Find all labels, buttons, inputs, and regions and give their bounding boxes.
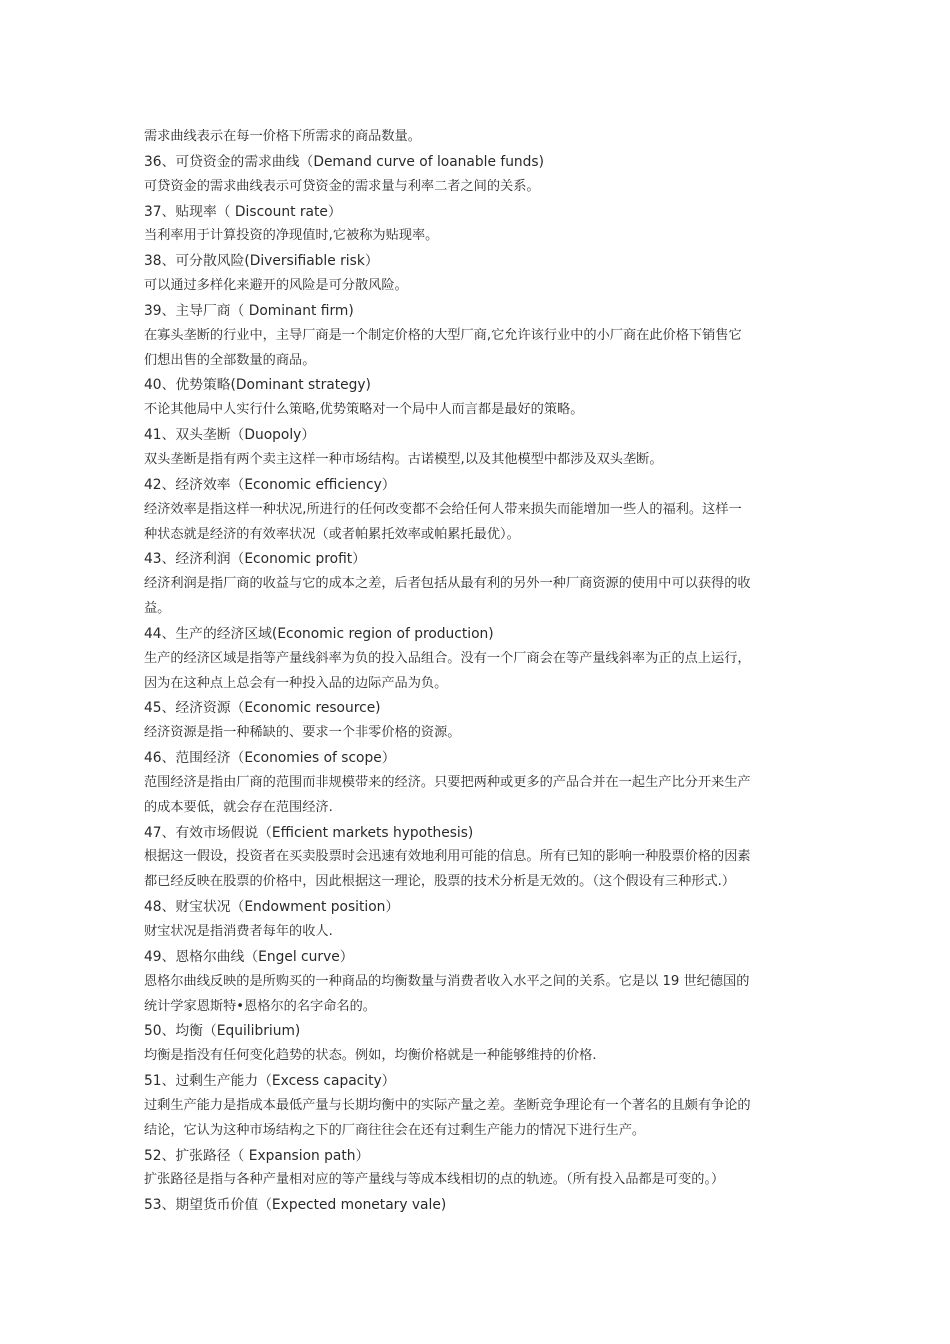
definition-line: 生产的经济区域是指等产量线斜率为负的投入品组合。没有一个厂商会在等产量线斜率为正的点上运行， [144,650,751,666]
definition-line: 结论，它认为这种市场结构之下的厂商往往会在还有过剩生产能力的情况下进行生产。 [144,1122,646,1138]
definition-line: 均衡是指没有任何变化趋势的状态。例如，均衡价格就是一种能够维持的价格. [144,1048,597,1064]
term-heading: 45、经济资源（Economic resource) [144,700,381,717]
definition-line: 可以通过多样化来避开的风险是可分散风险。 [144,278,408,294]
document-body [144,125,814,1218]
term-heading: 48、财宝状况（Endowment position） [144,899,400,916]
term-heading: 43、经济利润（Economic profit） [144,551,366,568]
term-heading: 37、贴现率（ Discount rate） [144,203,342,220]
term-heading: 40、优势策略(Dominant strategy) [144,377,371,394]
definition-line: 在寡头垄断的行业中，主导厂商是一个制定价格的大型厂商,它允许该行业中的小厂商在此价格下销售它 [144,327,742,343]
term-heading: 44、生产的经济区域(Economic region of production) [144,625,494,642]
definition-line: 双头垄断是指有两个卖主这样一种市场结构。古诺模型,以及其他模型中都涉及双头垄断。 [144,451,663,467]
definition-line: 可贷资金的需求曲线表示可贷资金的需求量与利率二者之间的关系。 [144,178,540,194]
definition-line: 需求曲线表示在每一价格下所需求的商品数量。 [144,129,421,144]
term-heading: 41、双头垄断（Duopoly） [144,427,316,444]
term-heading: 36、可贷资金的需求曲线（Demand curve of loanable funds) [144,153,545,170]
term-heading: 38、可分散风险(Diversifiable risk） [144,253,379,270]
definition-line: 财宝状况是指消费者每年的收人. [144,924,333,939]
definition-line: 恩格尔曲线反映的是所购买的一种商品的均衡数量与消费者收入水平之间的关系。它是以 19 世纪德国的 [144,973,750,989]
definition-line: 根据这一假设，投资者在买卖股票时会迅速有效地利用可能的信息。所有已知的影响一种股票价格的因素 [144,849,751,865]
term-heading: 53、期望货币价值（Expected monetary vale) [144,1197,447,1214]
definition-line: 当利率用于计算投资的净现值时,它被称为贴现率。 [144,228,439,244]
definition-line: 经济利润是指厂商的收益与它的成本之差，后者包括从最有利的另外一种厂商资源的使用中可以获得的收 [144,576,751,592]
term-heading: 49、恩格尔曲线（Engel curve） [144,948,354,965]
definition-line: 种状态就是经济的有效率状况（或者帕累托效率或帕累托最优）。 [144,526,520,542]
definition-line: 过剩生产能力是指成本最低产量与长期均衡中的实际产量之差。垄断竞争理论有一个著名的且颇有争论的 [144,1097,751,1113]
definition-line: 们想出售的全部数量的商品。 [144,352,316,368]
definition-line: 因为在这种点上总会有一种投入品的边际产品为负。 [144,675,448,691]
definition-line: 不论其他局中人实行什么策略,优势策略对一个局中人而言都是最好的策略。 [144,402,584,418]
term-heading: 46、范围经济（Economies of scope） [144,750,396,767]
definition-line: 范围经济是指由厂商的范围而非规模带来的经济。只要把两种或更多的产品合并在一起生产比分开来生产 [144,774,751,790]
term-heading: 47、有效市场假说（Efficient markets hypothesis) [144,824,474,841]
definition-line: 的成本要低，就会存在范围经济. [144,799,333,815]
term-heading: 52、扩张路径（ Expansion path） [144,1147,370,1164]
definition-line: 都已经反映在股票的价格中，因此根据这一理论，股票的技术分析是无效的。（这个假设有三种形式.） [144,874,736,890]
definition-line: 经济资源是指一种稀缺的、要求一个非零价格的资源。 [144,725,461,741]
definition-line: 扩张路径是指与各种产量相对应的等产量线与等成本线相切的点的轨迹。（所有投入品都是可变的。） [144,1172,725,1188]
definition-line: 统计学家恩斯特•恩格尔的名字命名的。 [144,998,376,1014]
definition-line: 益。 [144,601,171,617]
term-heading: 42、经济效率（Economic efficiency） [144,476,396,493]
definition-line: 经济效率是指这样一种状况,所进行的任何改变都不会给任何人带来损失而能增加一些人的福利。这样一 [144,501,742,517]
term-heading: 50、均衡（Equilibrium) [144,1023,301,1040]
term-heading: 39、主导厂商（ Dominant firm) [144,302,354,319]
term-heading: 51、过剩生产能力（Excess capacity） [144,1073,396,1090]
